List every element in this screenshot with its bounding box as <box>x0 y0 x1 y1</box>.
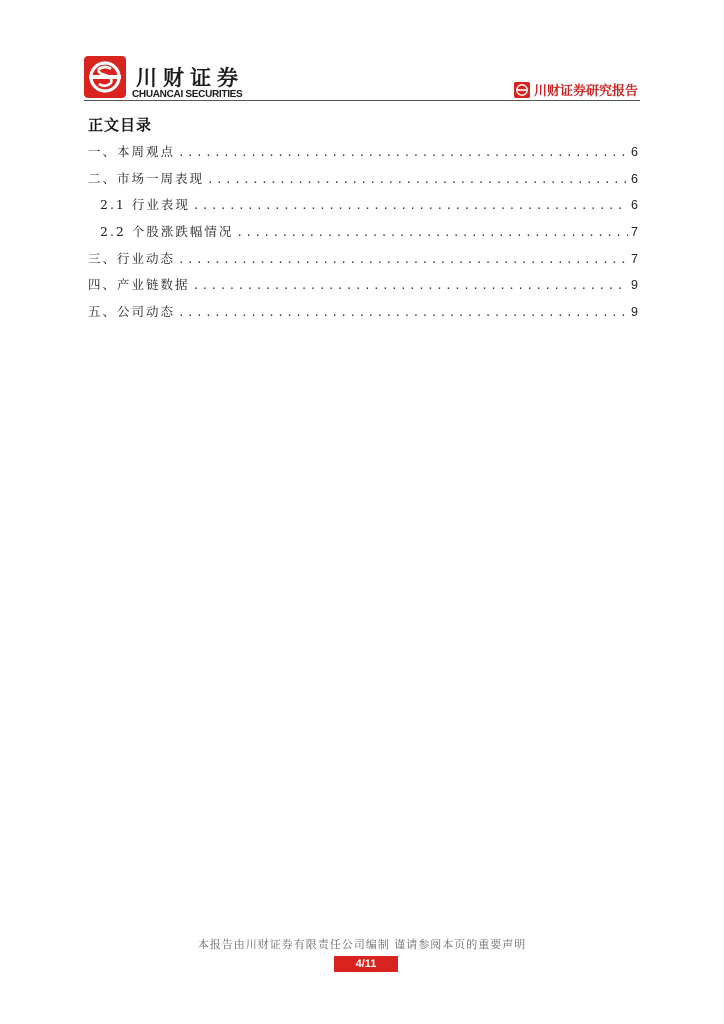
toc-item-page: 6 <box>631 198 638 213</box>
toc-item-label: 五、公司动态 <box>88 304 176 320</box>
toc-item-page: 6 <box>631 145 638 159</box>
brand-name-cn: 川财证券 <box>136 66 244 90</box>
toc-leader-dots <box>193 279 629 292</box>
toc-item-page: 6 <box>631 171 638 186</box>
toc-title: 正文目录 <box>88 116 153 134</box>
toc-item-page: 9 <box>631 305 638 320</box>
toc-leader-dots <box>178 306 628 319</box>
toc-item-market-performance[interactable] <box>88 169 638 196</box>
toc-item-page: 7 <box>631 225 638 240</box>
toc-item-label: 四、产业链数据 <box>88 277 190 293</box>
toc-item-label: 三、行业动态 <box>88 250 176 266</box>
report-type-label: 川财证券研究报告 <box>533 84 638 99</box>
chuancai-logo-icon <box>84 56 126 98</box>
toc-item-stock-changes[interactable] <box>88 222 638 249</box>
toc-item-label: 二、市场一周表现 <box>88 170 205 186</box>
toc-item-weekly-view[interactable] <box>88 142 638 169</box>
toc-item-supply-chain-data[interactable] <box>88 275 638 302</box>
toc-item-page: 7 <box>631 251 638 266</box>
page-number-badge: 4/11 <box>334 956 398 972</box>
toc-leader-dots <box>207 173 628 186</box>
brand-name-en: CHUANCAI SECURITIES <box>132 89 243 100</box>
toc-item-page: 9 <box>631 278 638 293</box>
toc-list <box>88 142 638 329</box>
toc-item-industry-news[interactable] <box>88 249 638 276</box>
toc-item-company-news[interactable] <box>88 302 638 329</box>
toc-item-label: 2.2 个股涨跌幅情况 <box>100 224 234 240</box>
toc-item-label: 一、本周观点 <box>88 144 176 159</box>
toc-item-label: 2.1 行业表现 <box>100 197 190 213</box>
toc-leader-dots <box>178 253 628 266</box>
toc-leader-dots <box>193 199 628 212</box>
footer-disclaimer: 本报告由川财证券有限责任公司编制 谨请参阅本页的重要声明 <box>197 938 527 951</box>
toc-leader-dots <box>178 146 628 159</box>
toc-leader-dots <box>236 226 628 239</box>
header-divider <box>84 100 640 101</box>
report-label-group <box>514 80 638 99</box>
toc-item-industry-performance[interactable] <box>88 195 638 222</box>
chuancai-small-logo-icon <box>514 82 530 98</box>
